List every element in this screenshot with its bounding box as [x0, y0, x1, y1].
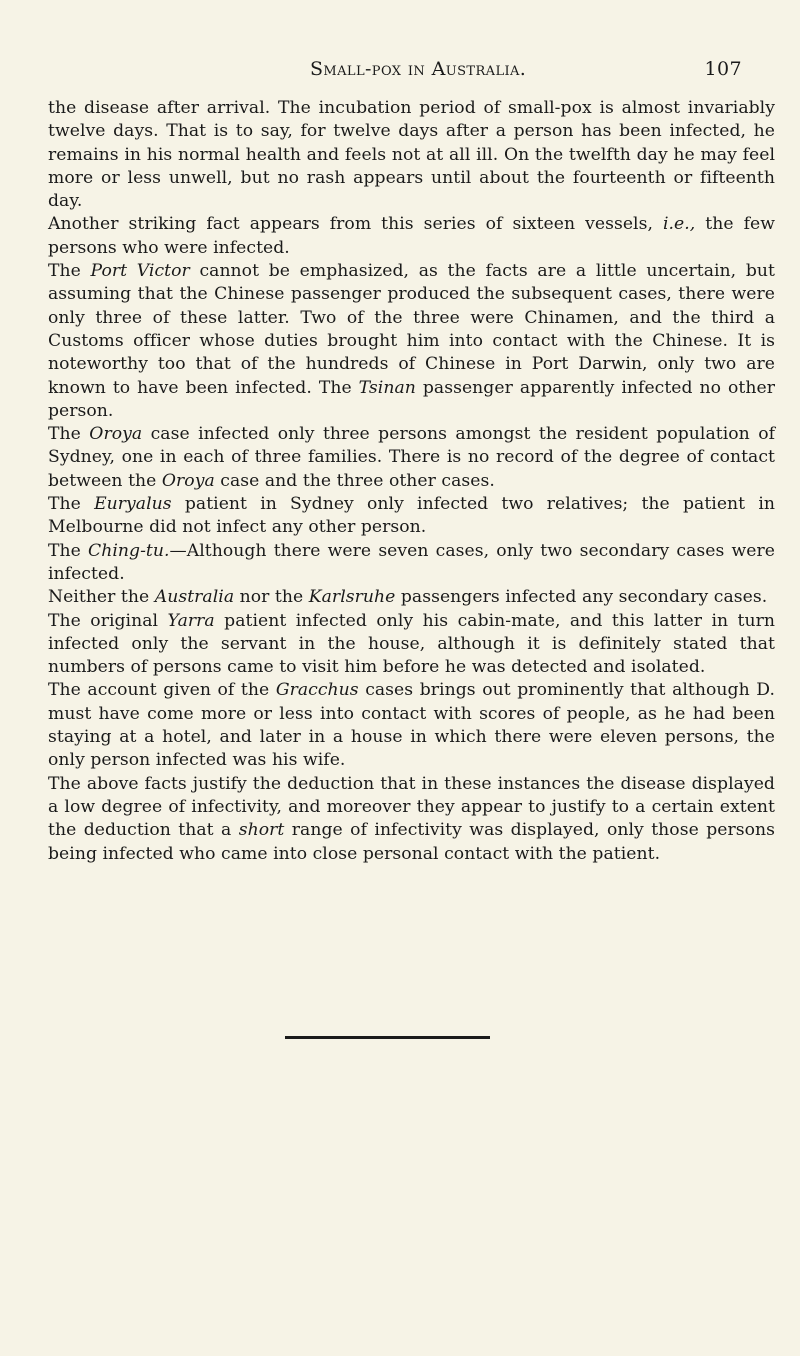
running-head [48, 58, 778, 88]
text-run: case and the three other cases. [214, 470, 495, 491]
paragraph [48, 493, 775, 540]
paragraph [48, 773, 775, 866]
text-run: cases brings out prominently that although D. must have come more or less into contact with scores of people, as he had been staying at a hotel, and later in a house in which there were eleven persons, the only person infected was his wife. [48, 680, 775, 771]
text-run: cannot be emphasized, as the facts are a little uncertain, but assuming that the Chinese passenger produced the subsequent cases, there were only three of these latter. Two of the three were Chinamen, and the third a Customs officer whose duties brought him into contact with the Chinese. It is noteworthy too that of the hundreds of Chinese in Port Darwin, only two are known to have been infected. The [48, 261, 775, 398]
italic-text: Ching-tu. [88, 540, 170, 561]
text-run: the disease after arrival. The incubation period of small-pox is almost invariably twelve days. That is to say, for twelve days after a person has been infected, he remains in his normal health and feels not at all ill. On the twelfth day he may feel more or less unwell, but no rash appears until about the fourteenth or fifteenth day. [48, 98, 775, 212]
italic-text: Port Victor [90, 261, 190, 282]
text-run: Another striking fact appears from this series of sixteen vessels, [48, 214, 663, 235]
text-run: Neither the [48, 587, 155, 608]
paragraph [48, 260, 775, 423]
text-run: patient in Sydney only infected two relatives; the patient in Melbourne did not infect any other person. [48, 494, 775, 538]
text-run: The [48, 424, 90, 445]
text-run: The [48, 540, 89, 561]
text-run: patient infected only his cabin-mate, and this latter in turn infected only the servant in the house, although it is definitely stated that numbers of persons came to visit him before he was detected and isolated. [48, 610, 776, 678]
text-run: passenger apparently infected no other person. [48, 377, 775, 421]
paragraph [48, 213, 775, 260]
italic-text: i.e., [662, 214, 696, 235]
text-run: range of infectivity was displayed, only those persons being infected who came into close personal contact with the patient. [48, 820, 776, 864]
italic-text: Yarra [167, 610, 215, 631]
body-text [48, 97, 775, 866]
italic-text: Euryalus [94, 494, 172, 515]
italic-text: short [238, 820, 285, 841]
paragraph [48, 423, 775, 493]
text-run: case infected only three persons amongst the resident population of Sydney, one in each of three families. There is no record of the degree of contact between the [48, 424, 776, 491]
italic-text: Oroya [161, 470, 215, 491]
text-run: The original [48, 610, 168, 631]
text-run: The account given of the [48, 680, 276, 701]
italic-text: Tsinan [358, 377, 416, 398]
text-run: the few persons who were infected. [48, 214, 775, 258]
paragraph [48, 97, 775, 213]
page-number: 107 [704, 58, 742, 80]
text-run: The [48, 261, 91, 282]
text-run: nor the [234, 587, 309, 608]
section-end-rule [285, 1036, 490, 1039]
italic-text: Karlsruhe [308, 587, 396, 608]
paragraph [48, 679, 775, 772]
paragraph [48, 610, 775, 680]
text-run: The [48, 494, 95, 515]
paragraph [48, 540, 775, 587]
running-title: Small-pox in Australia. [310, 58, 527, 80]
text-run: —Although there were seven cases, only two secondary cases were infected. [48, 540, 775, 584]
paragraph [48, 586, 775, 609]
text-run: The above facts justify the deduction that in these instances the disease displayed a low degree of infectivity, and moreover they appear to justify to a certain extent the deduction that a [48, 773, 775, 841]
text-run: passengers infected any secondary cases. [395, 587, 768, 608]
italic-text: Australia [154, 587, 235, 608]
italic-text: Oroya [89, 424, 143, 445]
italic-text: Gracchus [275, 680, 359, 701]
